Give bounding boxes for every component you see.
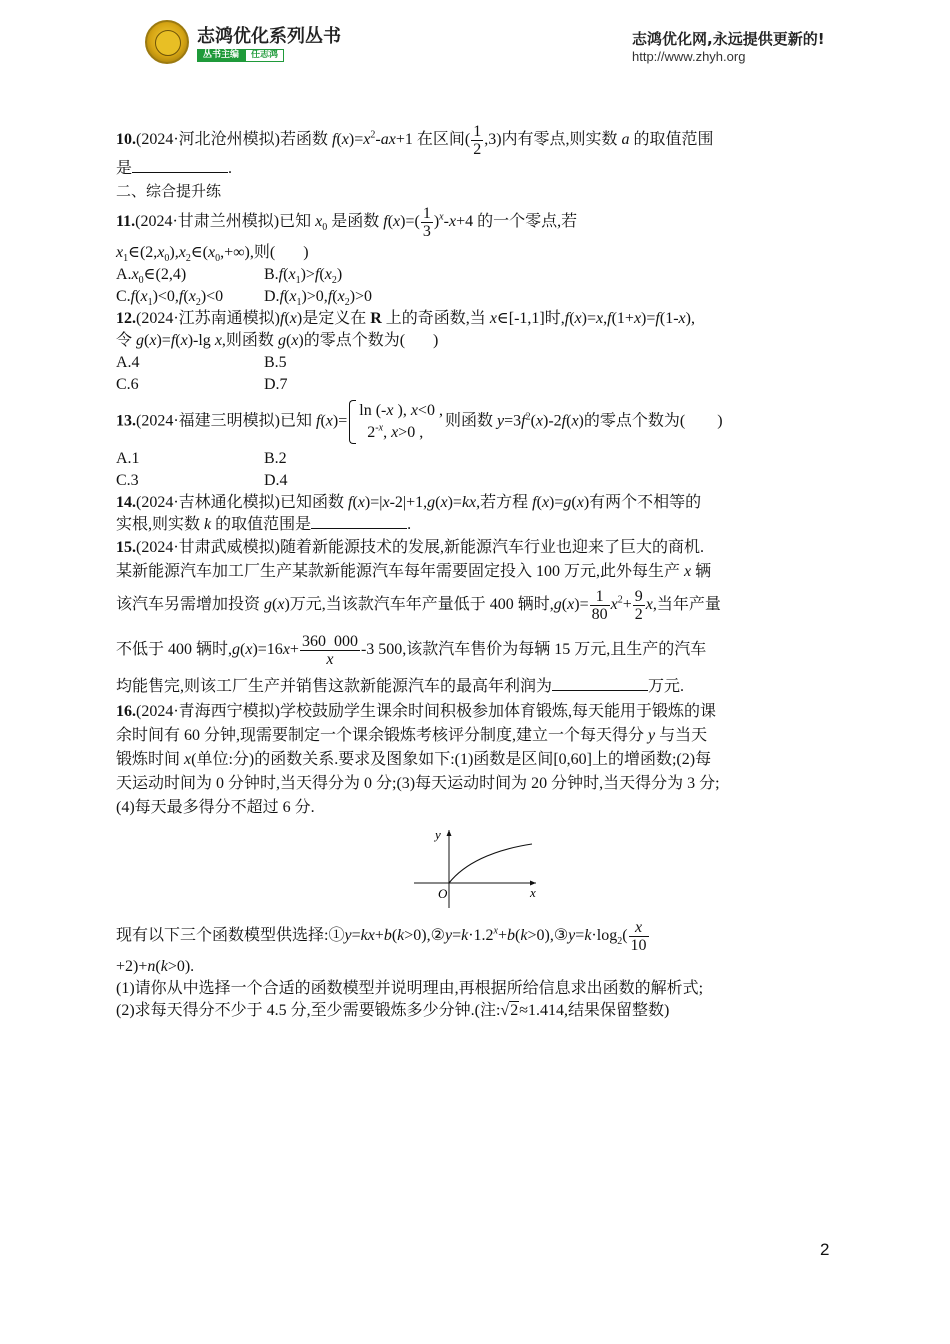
question-source: (2024·河北沧州模拟): [136, 131, 280, 148]
editor-name: 任志鸿: [245, 49, 284, 62]
question-11: 11.(2024·甘肃兰州模拟)已知 $x_0$ 是函数 f(x)=( $\frac{1}{3}$ )$^x$-x+4 的一个零点,若: [116, 204, 578, 240]
editor-label: 丛书主编: [197, 49, 245, 62]
series-logo: [145, 20, 189, 64]
option-a[interactable]: A.1: [116, 450, 140, 467]
series-editor-tag: [197, 49, 284, 62]
answer-blank[interactable]: [552, 676, 648, 691]
piecewise-function: ln (-x ), x<0 , $2^{-x}$, x>0 ,: [349, 400, 443, 444]
option-b[interactable]: B.2: [264, 450, 287, 467]
y-axis-label: y: [435, 827, 441, 842]
option-b[interactable]: B.5: [264, 354, 287, 371]
question-14: 14.(2024·吉林通化模拟)已知函数 f(x)=|x-2|+1,g(x)=kx,若方程 f(x)=g(x)有两个不相等的: [116, 494, 702, 511]
x-axis-label: x: [530, 885, 536, 900]
question-16: 16.(2024·青海西宁模拟)学校鼓励学生课余时间积极参加体育锻炼,每天能用于锻炼的课: [116, 703, 717, 720]
option-d[interactable]: D.4: [264, 472, 288, 489]
answer-blank[interactable]: [132, 158, 228, 173]
question-source: (2024·青海西宁模拟): [136, 703, 280, 720]
question-source: (2024·吉林通化模拟): [136, 494, 280, 511]
exercise-content: 10.(2024·河北沧州模拟)若函数 $f(x)=x^2-ax+1$ 在区间( $\frac{1}{2}$ ,3)内有零点,则实数 a 的取值范围 是 . 二、综合提升练 11.(2024·甘肃兰州模拟)已知 $x_0$ 是函数 f(x)=( $\frac{1}{3}$ )$^x$-x+4 的一个零点,若 $x_1\in(2,x_0),x_2\in(x_0,+\infty)$,则( ) $A.x_0\in(2,4)$ $B.f(x_1)>f(x_2)$ $C.f(x_1)<0,f(x_2)<0$ $D.f(x_1)>0,f(x_2)>0$ 12.(2024·江苏南通模拟)f(x)是定义在 R 上的奇函数,当 x∈[-1,1]时,f(x)=x,f(1+x)=f(1-x), 令 g(x)=f(x)-lg x,则函数 g(x)的零点个数为( ) A.4 B.5 C.6 D.7 13.(2024·福建三明模拟)已知 f(x)= ln (-x ), x<0 , $2^{-x}$, x>0 , 则函数 $y=3f^2(x)-2f(x)$的零点个数为( ) A.1 B.2 C.3 D.4 14.(2024·吉林通化模拟)已知函数 f(x)=|x-2|+1,g(x)=kx,若方程 f(x)=g(x)有两个不相等的 实根,则实数 k 的取值范围是 . 15.(2024·甘肃武威模拟)随着新能源技术的发展,新能源汽车行业也迎来了巨大的商机. 某新能源汽车加工厂生产某款新能源汽车每年需要固定投入 100 万元,此外每生产 x 辆 该汽车另需增加投资 g(x)万元,当该款汽车年产量低于 400 辆时,g(x)= $\frac{1}{80}$ $x^2+$ $\frac{9}{2}$ x,当年产量 不低于 400 辆时,g(x)=16x+ $\frac{360 000}{x}$ -3 500,该款汽车售价为每辆 15 万元,且生产的汽车 均能售完,则该工厂生产并销售这款新能源汽车的最高年利润为 万元. 16.(2024·青海西宁模拟)学校鼓励学生课余时间积极参加体育锻炼,每天能用于锻炼的课 余时间有 60 分钟,现需要制定一个课余锻炼考核评分制度,建立一个每天得分 y 与当天 锻炼时间 x(单位:分)的函数关系.要求及图象如下:(1)函数是区间[0,60]上的增函数;(2)每 天运动时间为 0 分钟时,当天得分为 0 分;(3)每天运动时间为 20 分钟时,当天得分为 3 分; (4)每天最多得分不超过 6 分. y x O 现有以下三个函数模型供选择$:①y=kx+b(k>0),②y=k\cdot 1.2^x+b(k>0),③y=k\cdot\log_2$( $\frac{x}{10}$ +2)+n(k>0). (1)请你从中选择一个合适的函数模型并说明理由,再根据所给信息求出函数的解析式; (2)求每天得分不少于 4.5 分,至少需要锻炼多少分钟.(注:√2≈1.414,结果保留整数): [116, 124, 838, 1022]
option-d[interactable]: $D.f(x_1)>0,f(x_2)>0$: [264, 288, 373, 309]
y-axis-arrow: [447, 830, 452, 836]
origin-label: O: [438, 886, 448, 901]
function-graph: [412, 826, 542, 910]
question-10-cont: 是 .: [116, 160, 233, 177]
option-a[interactable]: $A.x_0\in(2,4)$: [116, 266, 187, 287]
question-12: 12.(2024·江苏南通模拟)f(x)是定义在 R 上的奇函数,当 x∈[-1,1]时,f(x)=x,f(1+x)=f(1-x),: [116, 310, 695, 327]
question-10: 10.(2024·河北沧州模拟)若函数 $f(x)=x^2-ax+1$ 在区间( $\frac{1}{2}$ ,3)内有零点,则实数 a 的取值范围: [116, 122, 714, 158]
question-source: (2024·甘肃兰州模拟): [135, 213, 280, 230]
header-url[interactable]: http://www.zhyh.org: [632, 49, 746, 64]
question-number: 11: [116, 213, 132, 230]
option-row: [116, 286, 838, 308]
page-header: [0, 0, 950, 90]
section-title: 二、综合提升练: [116, 182, 222, 200]
question-source: (2024·福建三明模拟): [136, 412, 280, 430]
series-title: 志鸿优化系列丛书: [197, 26, 341, 47]
question-source: (2024·甘肃武威模拟): [136, 539, 280, 556]
option-b[interactable]: $B.f(x_1)>f(x_2)$: [264, 266, 343, 287]
page-number: 2: [820, 1240, 830, 1259]
option-d[interactable]: D.7: [264, 376, 288, 393]
option-c[interactable]: C.6: [116, 376, 139, 393]
option-row: [116, 264, 838, 286]
question-15: 15.(2024·甘肃武威模拟)随着新能源技术的发展,新能源汽车行业也迎来了巨大的商机.: [116, 539, 705, 556]
question-source: (2024·江苏南通模拟): [136, 310, 280, 327]
question-number: 10: [116, 131, 132, 148]
option-a[interactable]: A.4: [116, 354, 140, 371]
header-slogan: 志鸿优化网,永远提供更新的!: [632, 30, 825, 48]
answer-blank[interactable]: [311, 514, 407, 529]
option-c[interactable]: $C.f(x_1)<0,f(x_2)<0$: [116, 288, 224, 309]
function-curve: [449, 844, 532, 883]
option-c[interactable]: C.3: [116, 472, 139, 489]
fraction: $\frac{1}{2}$: [473, 122, 482, 158]
question-13: 13.(2024·福建三明模拟)已知 f(x)= ln (-x ), x<0 , $2^{-x}$, x>0 , 则函数 $y=3f^2(x)-2f(x)$的零点个数为( ): [116, 400, 838, 444]
